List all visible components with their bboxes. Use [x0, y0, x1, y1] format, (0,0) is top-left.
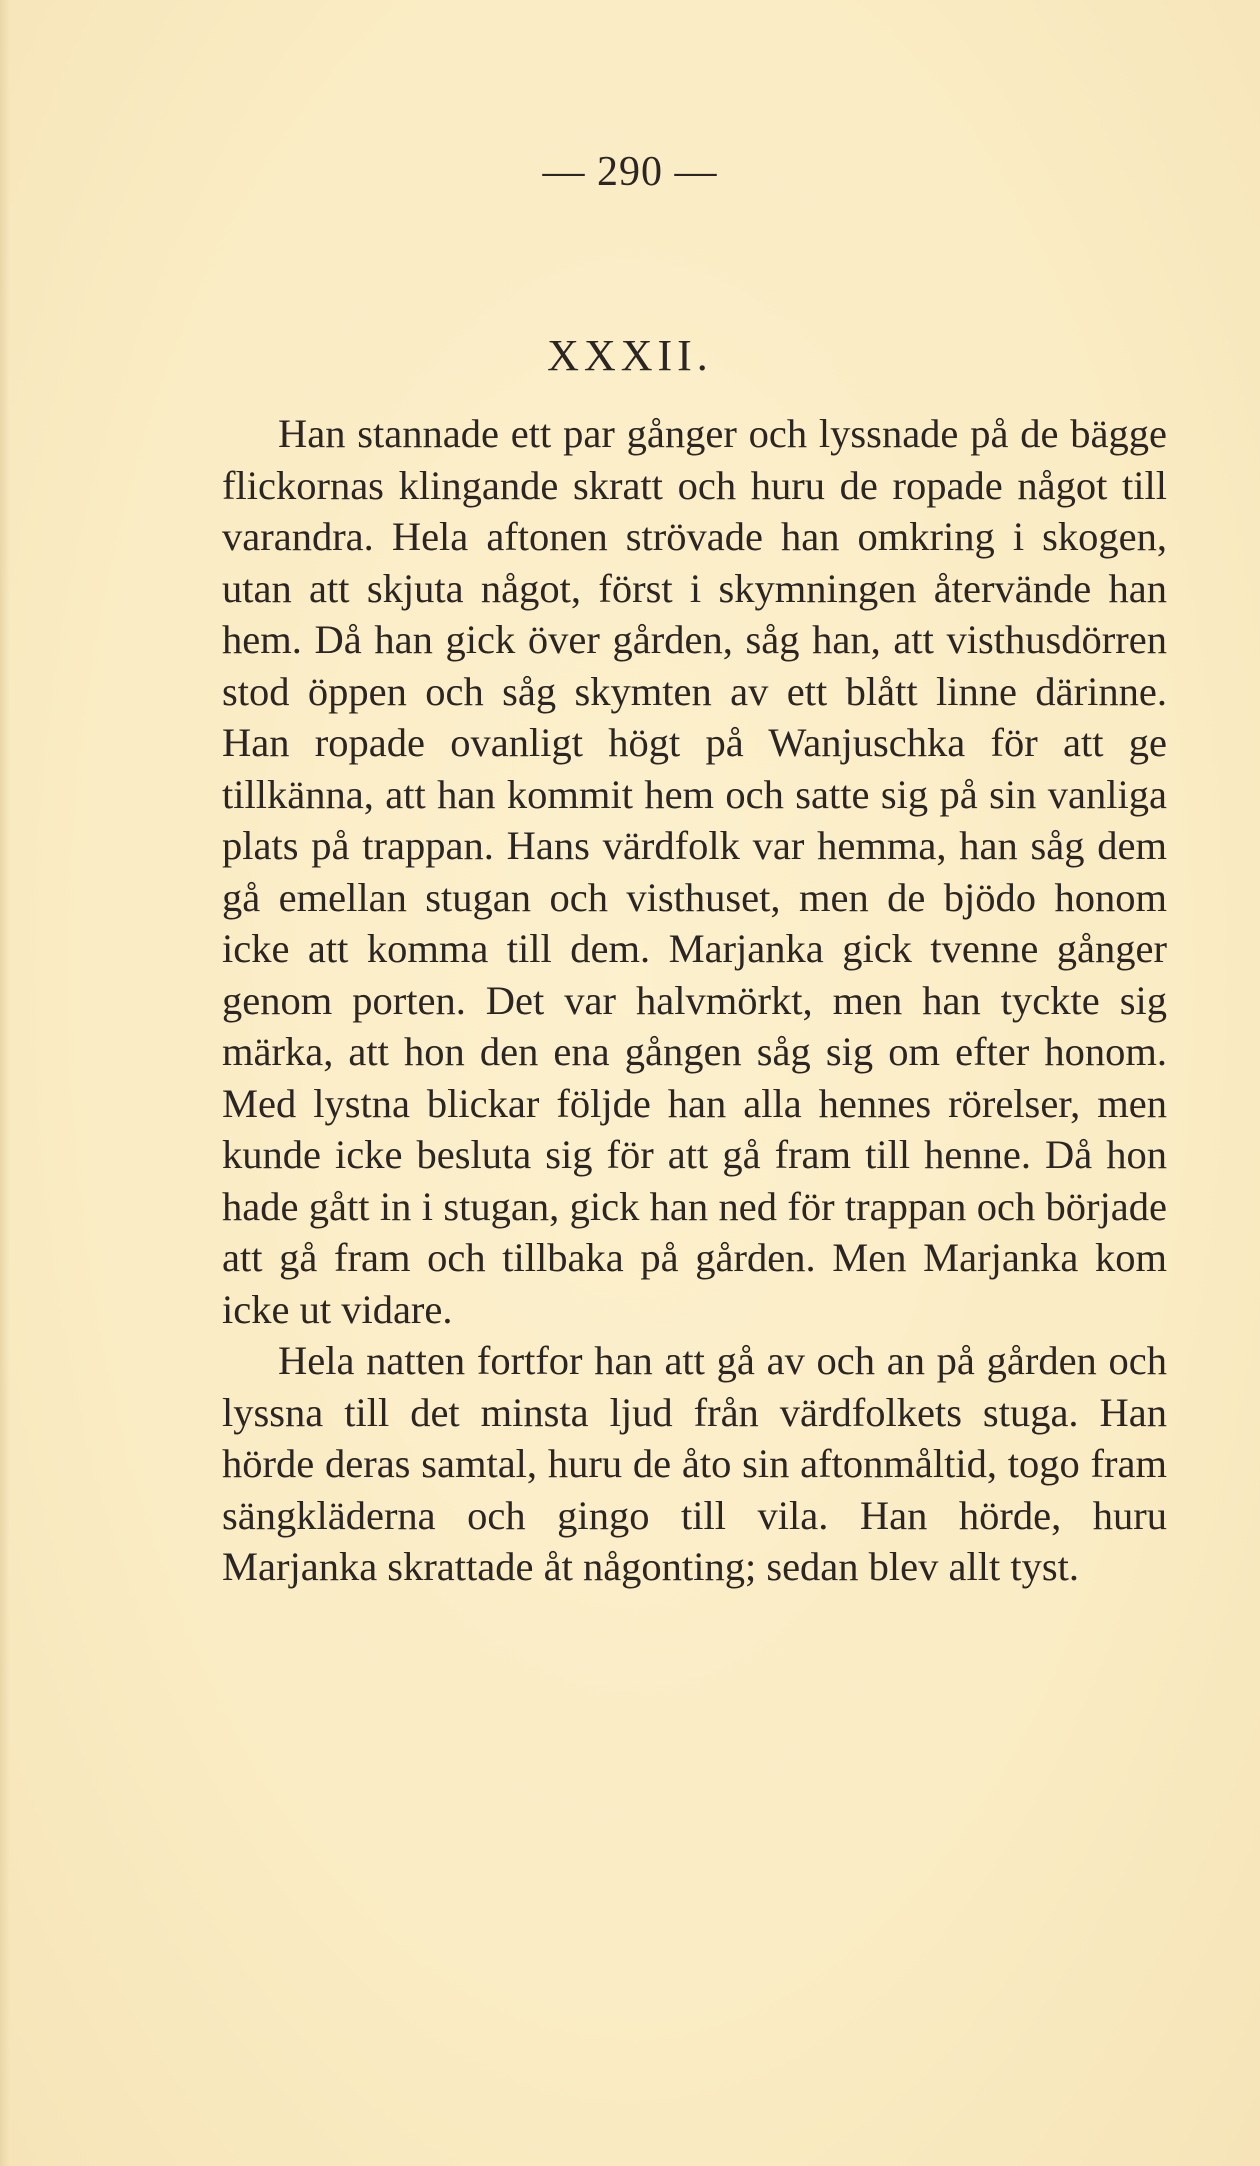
paragraph-2: Hela natten fortfor han att gå av och an på gården och lyssna till det minsta ljud från värdfolkets stuga. Han hörde deras samtal, huru de åto sin aftonmåltid, togo fram sängkläderna och gingo till vila. Han hörde, huru Marjanka skrattade åt någonting; sedan blev allt tyst. [222, 1338, 1167, 1589]
chapter-heading: XXXII. [547, 331, 713, 380]
page-number: — 290 — [542, 149, 718, 195]
page-edge-shadow [0, 0, 10, 2166]
body-text [222, 408, 1167, 1593]
paragraph-1: Han stannade ett par gånger och lyssnade på de bägge flickornas klingande skratt och huru de ropade något till varandra. Hela aftonen strövade han omkring i skogen, utan att skjuta något, först i skymningen återvände han hem. Då han gick över gården, såg han, att visthusdörren stod öppen och såg skymten av ett blått linne därinne. Han ropade ovanligt högt på Wanjuschka för att ge tillkänna, att han kommit hem och satte sig på sin vanliga plats på trappan. Hans värdfolk var hemma, han såg dem gå emellan stugan och visthuset, men de bjödo honom icke att komma till dem. Marjanka gick tvenne gånger genom porten. Det var halvmörkt, men han tyckte sig märka, att hon den ena gången såg sig om efter honom. Med lystna blickar följde han alla hennes rörelser, men kunde icke besluta sig för att gå fram till henne. Då hon hade gått in i stugan, gick han ned för trappan och började att gå fram och tillbaka på gården. Men Marjanka kom icke ut vidare. [222, 411, 1167, 1332]
